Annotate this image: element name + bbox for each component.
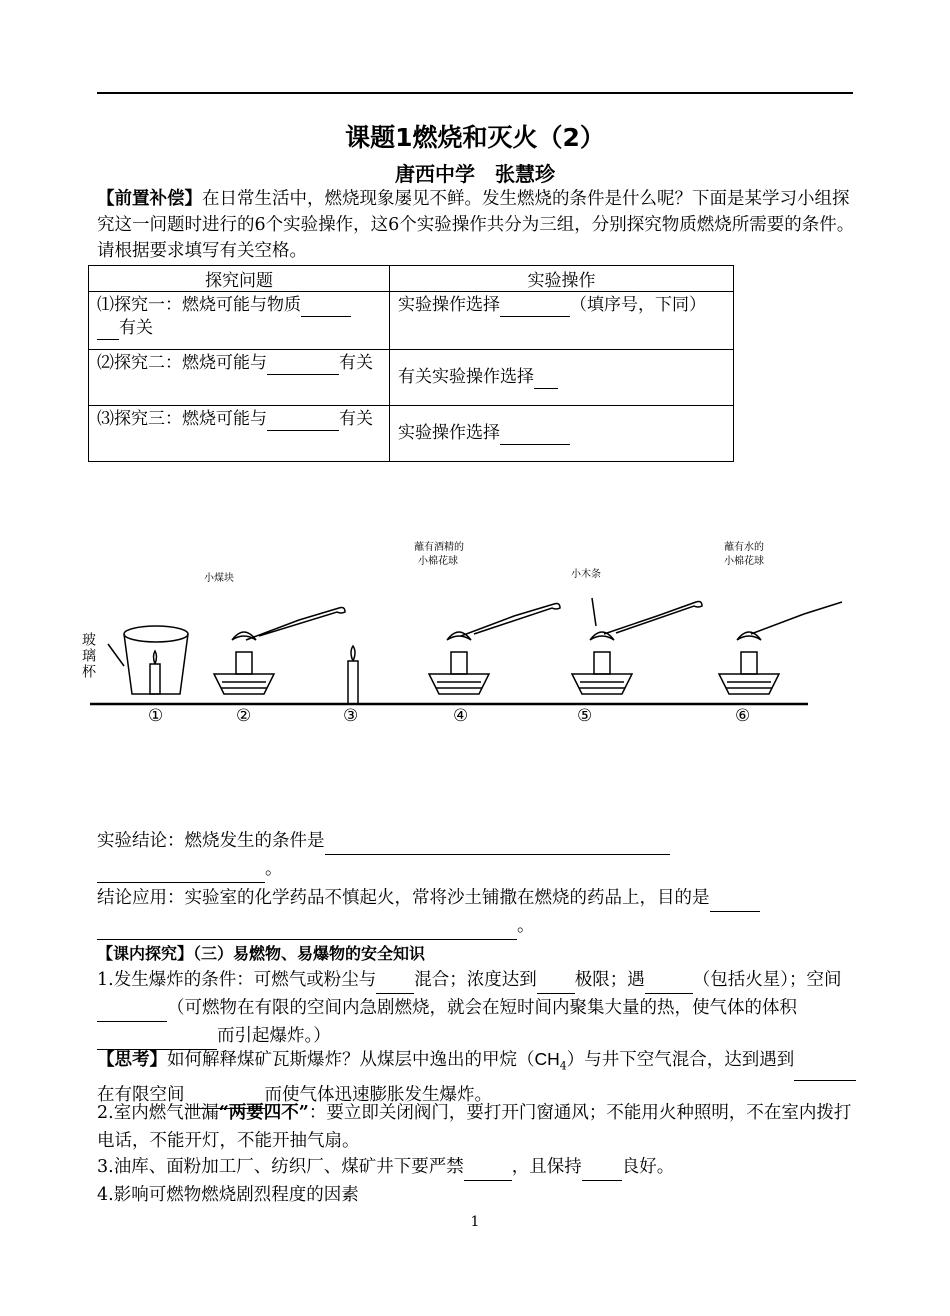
conclusion-blank-2[interactable]: [97, 864, 265, 883]
blank[interactable]: [97, 1003, 167, 1022]
section-title: （三）易燃物、易爆物的安全知识: [193, 944, 426, 963]
blank[interactable]: [267, 412, 339, 431]
item-1: 1.发生爆炸的条件：可燃气或粉尘与 混合；浓度达到 极限；遇 （包括火星）；空间（可燃物在有限的空间内急剧燃烧，就会在短时间内聚集大量的热，使气体的体积而引起爆炸。）: [97, 966, 857, 1050]
blank[interactable]: [97, 321, 119, 340]
setup-number-6: ⑥: [735, 706, 751, 726]
question-cell: ⑴探究一：燃烧可能与物质 有关: [89, 292, 390, 350]
blank[interactable]: [267, 356, 339, 375]
blank[interactable]: [645, 975, 693, 994]
intro-text: 在日常生活中，燃烧现象屡见不鲜。发生燃烧的条件是什么呢？下面是某学习小组探究这一问题时进行的6个实验操作，这6个实验操作共分为三组，分别探究物质燃烧所需要的条件。请根据要求填写有关空格。: [97, 189, 855, 261]
application-blank[interactable]: [710, 893, 760, 912]
think-paragraph: 【思考】如何解释煤矿瓦斯爆炸？从煤层中逸出的甲烷$(CH_4)$与井下空气混合，达到遇到在有限空间 而使气体迅速膨胀发生爆炸。: [97, 1045, 857, 1109]
setup-number-5: ⑤: [577, 706, 593, 726]
blank[interactable]: [537, 975, 575, 994]
alcohol-lamps: [214, 598, 842, 694]
label-alcohol-cotton-2: 小棉花球: [418, 556, 458, 567]
page-number: 1: [470, 1214, 480, 1230]
application-label: 结论应用：实验室的化学药品不慎起火，常将沙土铺撒在燃烧的药品上，目的是: [97, 888, 710, 908]
author-line: 唐西中学 张慧珍: [395, 162, 555, 186]
table-header-question: 探究问题: [89, 266, 390, 292]
table-row: [89, 350, 734, 406]
table-row: [89, 292, 734, 350]
operation-cell: 实验操作选择: [390, 406, 734, 462]
experiment-figure: [80, 536, 814, 726]
setup-number-3: ③: [343, 706, 359, 726]
blank[interactable]: [464, 1162, 512, 1181]
item-4: 4.影响可燃物燃烧剧烈程度的因素: [97, 1185, 359, 1205]
blank[interactable]: [376, 975, 414, 994]
blank[interactable]: [301, 298, 351, 317]
label-coal: 小煤块: [204, 573, 234, 584]
label-wood: 小木条: [571, 569, 601, 580]
label-water-cotton-2: 小棉花球: [724, 556, 764, 567]
blank[interactable]: [534, 370, 558, 389]
item-3: 3.油库、面粉加工厂、纺织厂、煤矿井下要严禁 ，且保持 良好。: [97, 1153, 857, 1181]
top-rule: [97, 92, 853, 94]
conclusion-label: 实验结论：燃烧发生的条件是: [97, 831, 325, 851]
setup-number-1: ①: [148, 706, 164, 726]
setup-1-covered-candle: [108, 626, 188, 694]
conclusion-line: 实验结论：燃烧发生的条件是 。: [97, 827, 857, 883]
question-cell: ⑶探究三：燃烧可能与 有关: [89, 406, 390, 462]
item-2: 2.室内燃气泄漏“两要四不”：要立即关闭阀门，要打开门窗通风；不能用火种照明，不在室内拨打电话，不能开灯，不能开抽气扇。: [97, 1103, 852, 1151]
setup-number-4: ④: [453, 706, 469, 726]
blank[interactable]: [500, 426, 570, 445]
question-cell: ⑵探究二：燃烧可能与 有关: [89, 350, 390, 406]
conclusion-blank[interactable]: [325, 836, 670, 855]
setup-3-candle: [348, 646, 358, 704]
blank[interactable]: [794, 1062, 856, 1081]
blank[interactable]: [582, 1162, 622, 1181]
label-water-cotton-1: 蘸有水的: [724, 542, 764, 553]
table-row: [89, 406, 734, 462]
label-alcohol-cotton-1: 蘸有酒精的: [414, 542, 464, 553]
inquiry-table: [88, 265, 734, 462]
section-heading: [97, 940, 857, 968]
table-header-operation: 实验操作: [390, 266, 734, 292]
intro-paragraph: [97, 186, 855, 264]
application-blank-2[interactable]: [97, 921, 517, 940]
intro-tag: 【前置补偿】: [97, 189, 202, 209]
operation-cell: 有关实验操作选择: [390, 350, 734, 406]
section-tag: 【课内探究】: [97, 944, 194, 963]
blank[interactable]: [500, 298, 570, 317]
application-line: 结论应用：实验室的化学药品不慎起火，常将沙土铺撒在燃烧的药品上，目的是 。: [97, 884, 857, 940]
setup-number-2: ②: [236, 706, 252, 726]
page-title: 课题1燃烧和灭火（2）: [345, 123, 605, 152]
label-glass-cup: 玻璃杯: [80, 632, 96, 680]
operation-cell: 实验操作选择 （填序号，下同）: [390, 292, 734, 350]
